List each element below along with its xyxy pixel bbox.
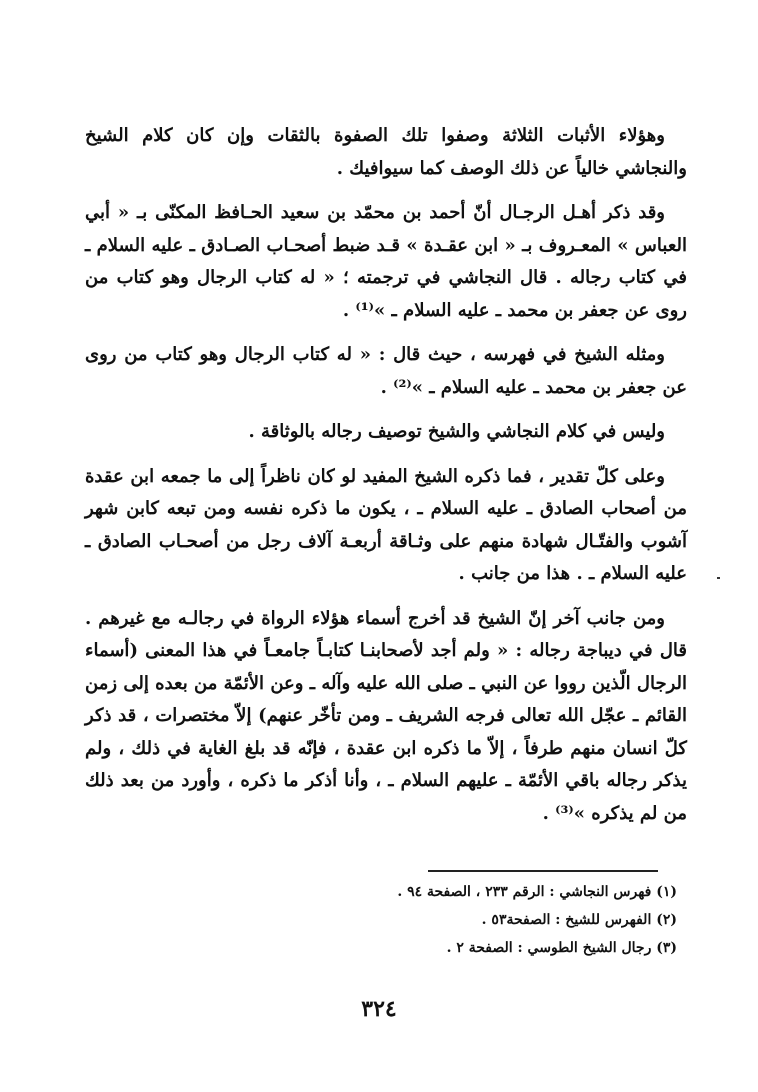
paragraph: وقد ذكر أهـل الرجـال أنّ أحمد بن محمّد بن سعيد الحـافظ المكنّى بـ « أبي العباس » المعـروف بـ « ابن عقـدة » قـد ضبط أصحـاب الصـادق ـ عليه السلام ـ في كتاب رجاله . قال النجاشي في ترجمته ؛ « له كتاب الرجال وهو كتاب من روى عن جعفر بن محمد ـ عليه السلام ـ »⁽¹⁾ . — [85, 202, 687, 321]
footnote: (١) فهرس النجاشي : الرقم ٢٣٣ ، الصفحة ٩٤ . — [397, 884, 677, 900]
paragraph: وهؤلاء الأثبات الثلاثة وصفوا تلك الصفوة بالثقات وإن كان كلام الشيخ والنجاشي خالياً عن ذلك الوصف كما سيوافيك . — [85, 125, 687, 179]
footnotes — [85, 878, 677, 962]
footnote: (٢) الفهرس للشيخ : الصفحة٥٣ . — [481, 912, 677, 928]
paragraph: وعلى كلّ تقدير ، فما ذكره الشيخ المفيد لو كان ناظراً إلى ما جمعه ابن عقدة من أصحاب الصادق ـ عليه السلام ـ ، يكون ما ذكره نفسه ومن تبعه كابن شهر آشوب والفتّـال شهادة منهم على وثـاقة أربعـة آلاف رجل من أصحـاب الصادق ـ عليه السلام ـ . هذا من جانب . — [85, 465, 687, 584]
paragraph: وليس في كلام النجاشي والشيخ توصيف رجاله بالوثاقة . — [248, 421, 665, 442]
scan-speck — [717, 577, 720, 579]
paragraph: ومن جانب آخر إنّ الشيخ قد أخرج أسماء هؤلاء الرواة في رجالـه مع غيرهم . قال في ديباجة رجاله : « ولم أجد لأصحابنـا كتابـاً جامعـاً في هذا المعنى (أسماء الرجال الّذين رووا عن النبي ـ صلى الله عليه وآله ـ وعن الأئمّة من بعده إلى زمن القائم ـ عجّل الله تعالى فرجه الشريف ـ ومن تأخّر عنهم) إلاّ مختصرات ، قد ذكر كلّ انسان منهم طرفاً ، إلاّ ما ذكره ابن عقدة ، فإنّه قد بلغ الغاية في ذلك ، ولم يذكر رجاله باقي الأئمّة ـ عليهم السلام ـ ، وأنا أذكر ما ذكره ، وأورد من بعد ذلك من لم يذكره »⁽³⁾ . — [85, 607, 687, 824]
footnote: (٣) رجال الشيخ الطوسي : الصفحة ٢ . — [446, 940, 677, 956]
page-number: ٣٢٤ — [361, 996, 397, 1022]
footnote-separator — [428, 870, 658, 872]
paragraph: ومثله الشيخ في فهرسه ، حيث قال : « له كتاب الرجال وهو كتاب من روى عن جعفر بن محمد ـ عليه السلام ـ »⁽²⁾ . — [85, 344, 687, 398]
body-text — [85, 120, 687, 842]
